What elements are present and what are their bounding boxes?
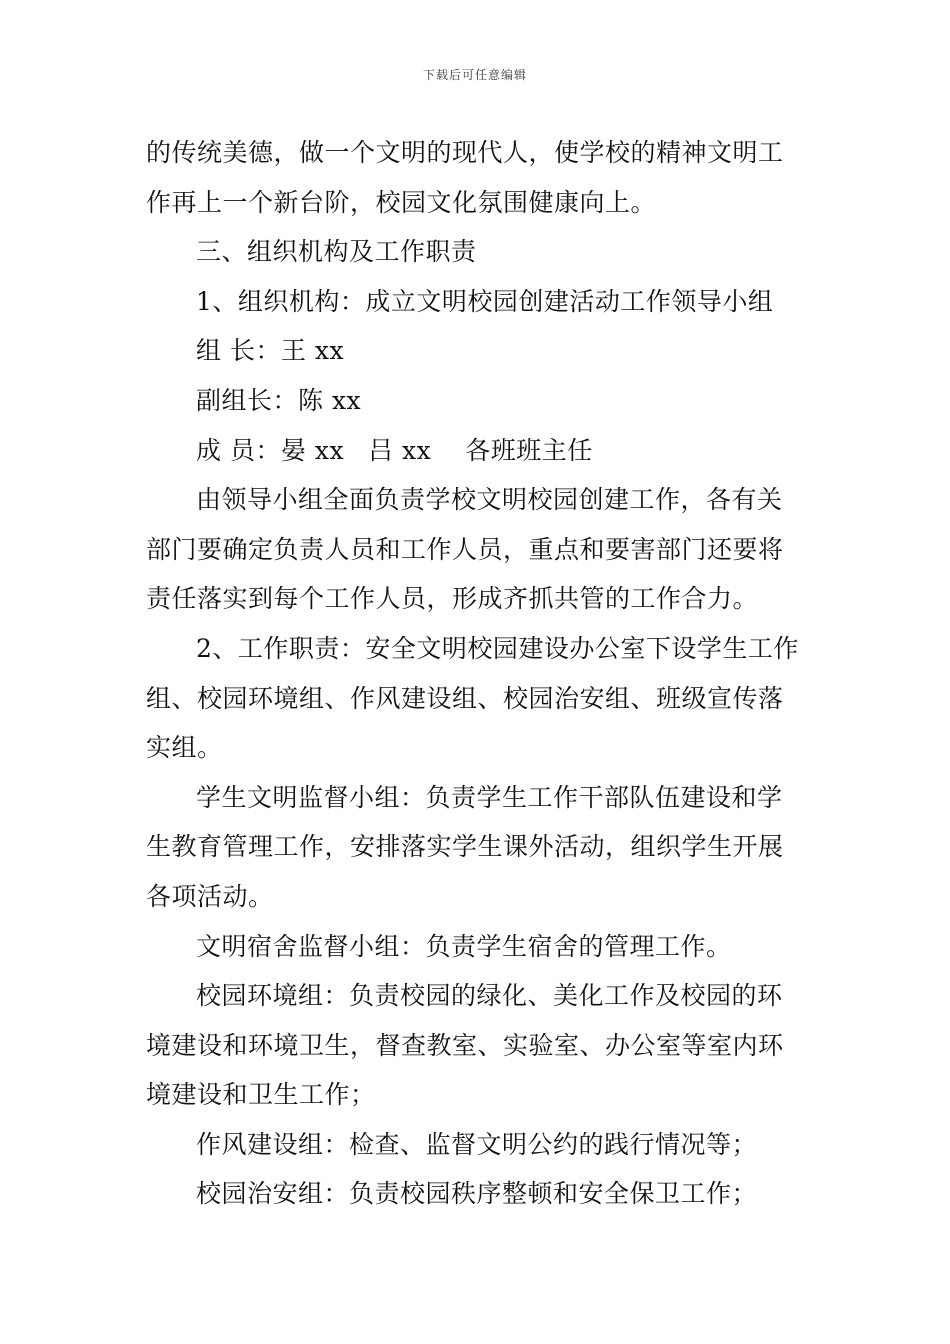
paragraph-line: 部门要确定负责人员和工作人员，重点和要害部门还要将 [146,534,784,564]
paragraph-line: 实组。 [146,733,223,763]
section-heading: 三、组织机构及工作职责 [196,237,477,267]
paragraph-line: 学生文明监督小组：负责学生工作干部队伍建设和学 [196,782,783,812]
paragraph-line: 文明宿舍监督小组：负责学生宿舍的管理工作。 [196,931,732,961]
paragraph-line: 作再上一个新台阶，校园文化氛围健康向上。 [146,187,657,217]
paragraph-line: 校园环境组：负责校园的绿化、美化工作及校园的环 [196,981,783,1011]
paragraph-line: 由领导小组全面负责学校文明校园创建工作，各有关 [196,485,783,515]
paragraph-line: 各项活动。 [146,881,274,911]
paragraph-line: 的传统美德，做一个文明的现代人，使学校的精神文明工 [146,138,784,167]
page-header: 下载后可任意编辑 [422,68,527,82]
document-body [146,128,806,1219]
paragraph-line: 2、工作职责：安全文明校园建设办公室下设学生工作 [196,633,799,663]
members-line [146,426,806,476]
paragraph-line: 责任落实到每个工作人员，形成齐抓共管的工作合力。 [146,584,759,614]
paragraph-line: 作风建设组：检查、监督文明公约的践行情况等； [196,1129,758,1159]
paragraph-line: 组、校园环境组、作风建设组、校园治安组、班级宣传落 [146,683,784,713]
member-name: 吕 xx [368,435,432,465]
paragraph-line: 境建设和环境卫生，督查教室、实验室、办公室等室内环 [146,1030,784,1060]
subsection-heading: 1、组织机构：成立文明校园创建活动工作领导小组 [196,286,774,316]
leader-line: 组 长：王 xx [196,336,345,366]
paragraph-line: 生教育管理工作，安排落实学生课外活动，组织学生开展 [146,832,784,862]
deputy-line: 副组长：陈 xx [196,385,362,415]
member-group: 各班班主任 [465,435,593,465]
paragraph-line: 校园治安组：负责校园秩序整顿和安全保卫工作； [196,1179,758,1209]
members-label: 成 员：晏 xx [196,435,345,465]
paragraph-line: 境建设和卫生工作； [146,1080,376,1110]
